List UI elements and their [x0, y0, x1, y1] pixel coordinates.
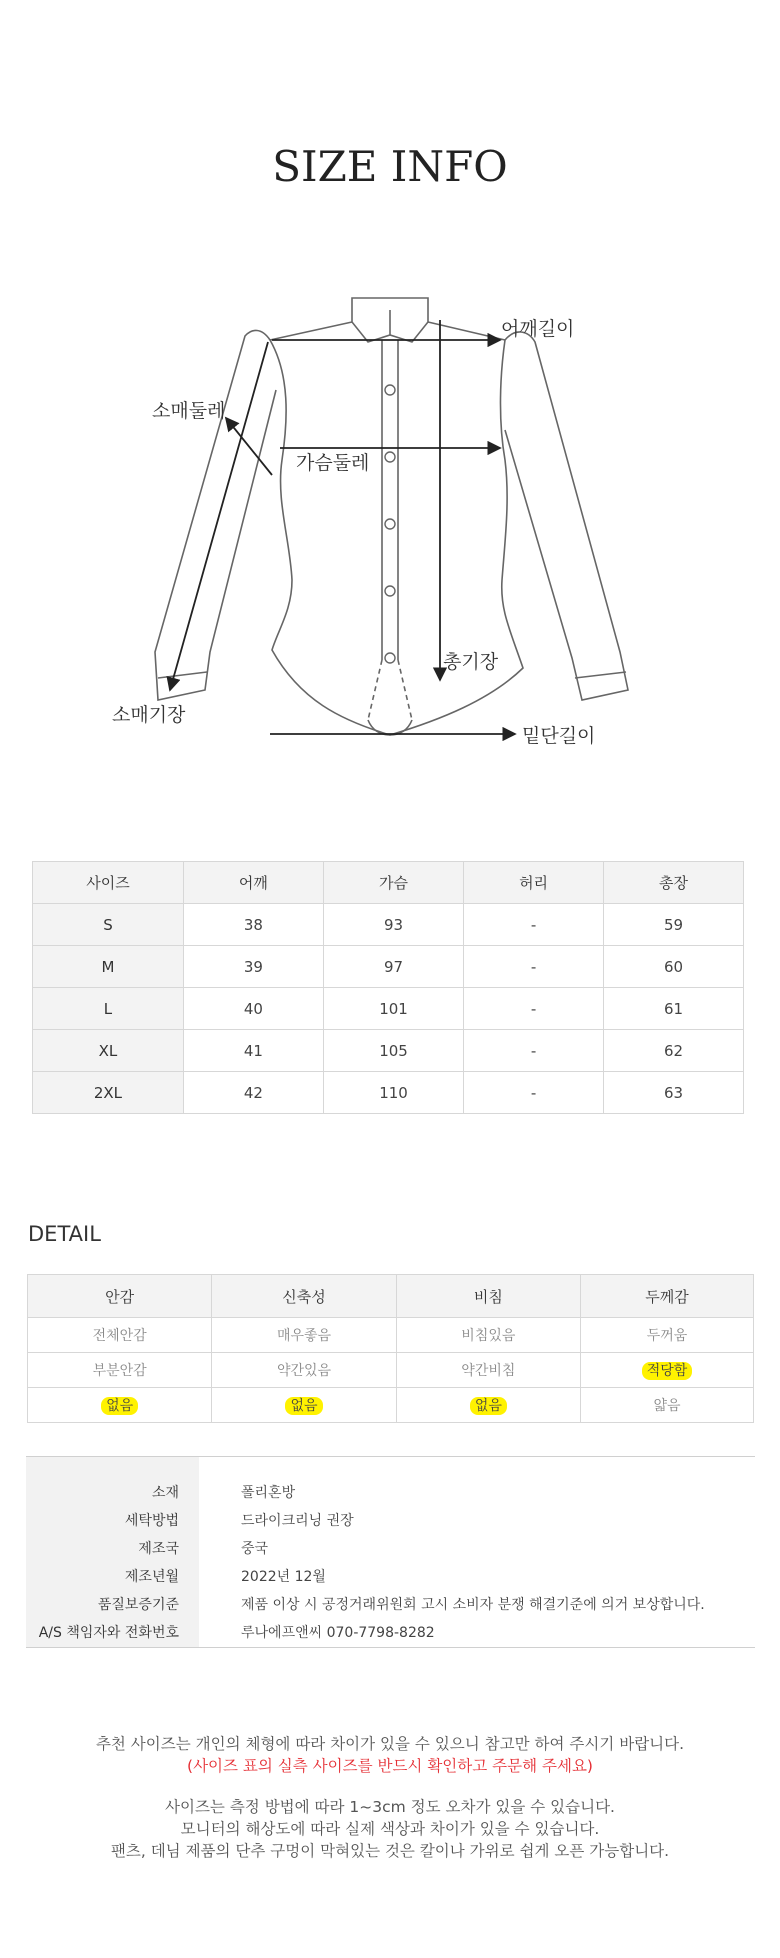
spec-row: [26, 1591, 755, 1619]
table-cell: 62: [603, 1030, 743, 1072]
label-sleeve-circumference: 소매둘레: [152, 400, 226, 422]
option-cell-selected: [396, 1388, 580, 1423]
option-cell-selected: [28, 1388, 212, 1423]
table-row: [33, 946, 744, 988]
spec-row: [26, 1507, 755, 1535]
notice-recommend: 추천 사이즈는 개인의 체형에 따라 차이가 있을 수 있으니 참고만 하여 주시기 바랍니다.: [95, 1735, 685, 1753]
size-label: 2XL: [33, 1072, 184, 1114]
header-cell: 총장: [603, 862, 743, 904]
label-hem: 밑단길이: [522, 725, 596, 747]
table-row: [28, 1388, 754, 1423]
product-spec: [26, 1456, 755, 1648]
option-cell: 매우좋음: [212, 1318, 396, 1353]
table-cell: 101: [323, 988, 463, 1030]
spec-key: 품질보증기준: [97, 1597, 179, 1613]
size-label: M: [33, 946, 184, 988]
table-cell: 93: [323, 904, 463, 946]
option-cell: 두꺼움: [581, 1318, 754, 1353]
table-cell: 42: [183, 1072, 323, 1114]
option-cell-selected: [212, 1388, 396, 1423]
shirt-illustration: [0, 280, 780, 770]
option-cell: 전체안감: [28, 1318, 212, 1353]
spec-value: 제품 이상 시 공정거래위원회 고시 소비자 분쟁 해결기준에 의거 보상합니다.: [241, 1597, 705, 1613]
header-cell: 어깨: [183, 862, 323, 904]
spec-value: 2022년 12월: [241, 1569, 326, 1585]
option-cell: 부분안감: [28, 1353, 212, 1388]
size-table: [32, 861, 744, 1114]
table-row: [33, 1072, 744, 1114]
selected-highlight: 없음: [101, 1397, 138, 1415]
table-cell: -: [464, 946, 604, 988]
table-cell: 41: [183, 1030, 323, 1072]
detail-heading: DETAIL: [28, 1222, 101, 1246]
detail-table-header: [28, 1275, 754, 1318]
header-cell: 허리: [464, 862, 604, 904]
table-cell: 97: [323, 946, 463, 988]
table-cell: -: [464, 904, 604, 946]
table-cell: 105: [323, 1030, 463, 1072]
table-cell: -: [464, 1072, 604, 1114]
spec-key: 제조년월: [124, 1569, 179, 1585]
selected-highlight: 적당함: [642, 1362, 693, 1380]
spec-key: 소재: [151, 1485, 179, 1501]
label-sleeve-length: 소매기장: [112, 704, 186, 726]
spec-value: 드라이크리닝 권장: [241, 1513, 354, 1529]
size-label: XL: [33, 1030, 184, 1072]
option-cell: 얇음: [581, 1388, 754, 1423]
option-cell: 약간비침: [396, 1353, 580, 1388]
header-cell: 가슴: [323, 862, 463, 904]
option-cell: 비침있음: [396, 1318, 580, 1353]
size-label: L: [33, 988, 184, 1030]
header-cell: 두께감: [581, 1275, 754, 1318]
size-table-header: [33, 862, 744, 904]
notice-buttonhole: 팬츠, 데님 제품의 단추 구멍이 막혀있는 것은 칼이나 가위로 쉽게 오픈 가능합니다.: [110, 1842, 670, 1860]
spec-key: 세탁방법: [124, 1513, 179, 1529]
size-diagram: [0, 280, 780, 770]
spec-key: A/S 책임자와 전화번호: [38, 1625, 179, 1641]
table-row: [33, 904, 744, 946]
spec-row: [26, 1479, 755, 1507]
option-cell-selected: [581, 1353, 754, 1388]
button-dots: [385, 385, 395, 663]
notice-warning: (사이즈 표의 실측 사이즈를 반드시 확인하고 주문해 주세요): [187, 1757, 593, 1775]
table-cell: 110: [323, 1072, 463, 1114]
notice-tolerance: 사이즈는 측정 방법에 따라 1~3cm 정도 오차가 있을 수 있습니다.: [165, 1798, 615, 1816]
table-cell: -: [464, 1030, 604, 1072]
label-total-length: 총기장: [443, 651, 499, 673]
header-cell: 사이즈: [33, 862, 184, 904]
table-cell: 60: [603, 946, 743, 988]
page-title: SIZE INFO: [272, 142, 508, 191]
spec-value: 루나에프앤씨 070-7798-8282: [241, 1625, 435, 1641]
header-cell: 비침: [396, 1275, 580, 1318]
spec-row: [26, 1535, 755, 1563]
table-cell: 39: [183, 946, 323, 988]
selected-highlight: 없음: [470, 1397, 507, 1415]
header-cell: 안감: [28, 1275, 212, 1318]
table-cell: 63: [603, 1072, 743, 1114]
detail-table: [27, 1274, 754, 1423]
table-row: [33, 1030, 744, 1072]
notice-monitor: 모니터의 해상도에 따라 실제 색상과 차이가 있을 수 있습니다.: [180, 1820, 600, 1838]
table-row: [28, 1318, 754, 1353]
table-cell: 59: [603, 904, 743, 946]
table-row: [28, 1353, 754, 1388]
table-cell: 61: [603, 988, 743, 1030]
spec-row: [26, 1563, 755, 1591]
header-cell: 신축성: [212, 1275, 396, 1318]
spec-key: 제조국: [138, 1541, 179, 1557]
table-row: [33, 988, 744, 1030]
label-shoulder: 어깨길이: [501, 318, 575, 340]
table-cell: 38: [183, 904, 323, 946]
spec-row: [26, 1619, 755, 1647]
spec-value: 폴리혼방: [241, 1485, 296, 1501]
spec-value: 중국: [241, 1541, 269, 1557]
label-chest: 가슴둘레: [296, 452, 370, 474]
selected-highlight: 없음: [285, 1397, 322, 1415]
table-cell: -: [464, 988, 604, 1030]
table-cell: 40: [183, 988, 323, 1030]
size-label: S: [33, 904, 184, 946]
option-cell: 약간있음: [212, 1353, 396, 1388]
